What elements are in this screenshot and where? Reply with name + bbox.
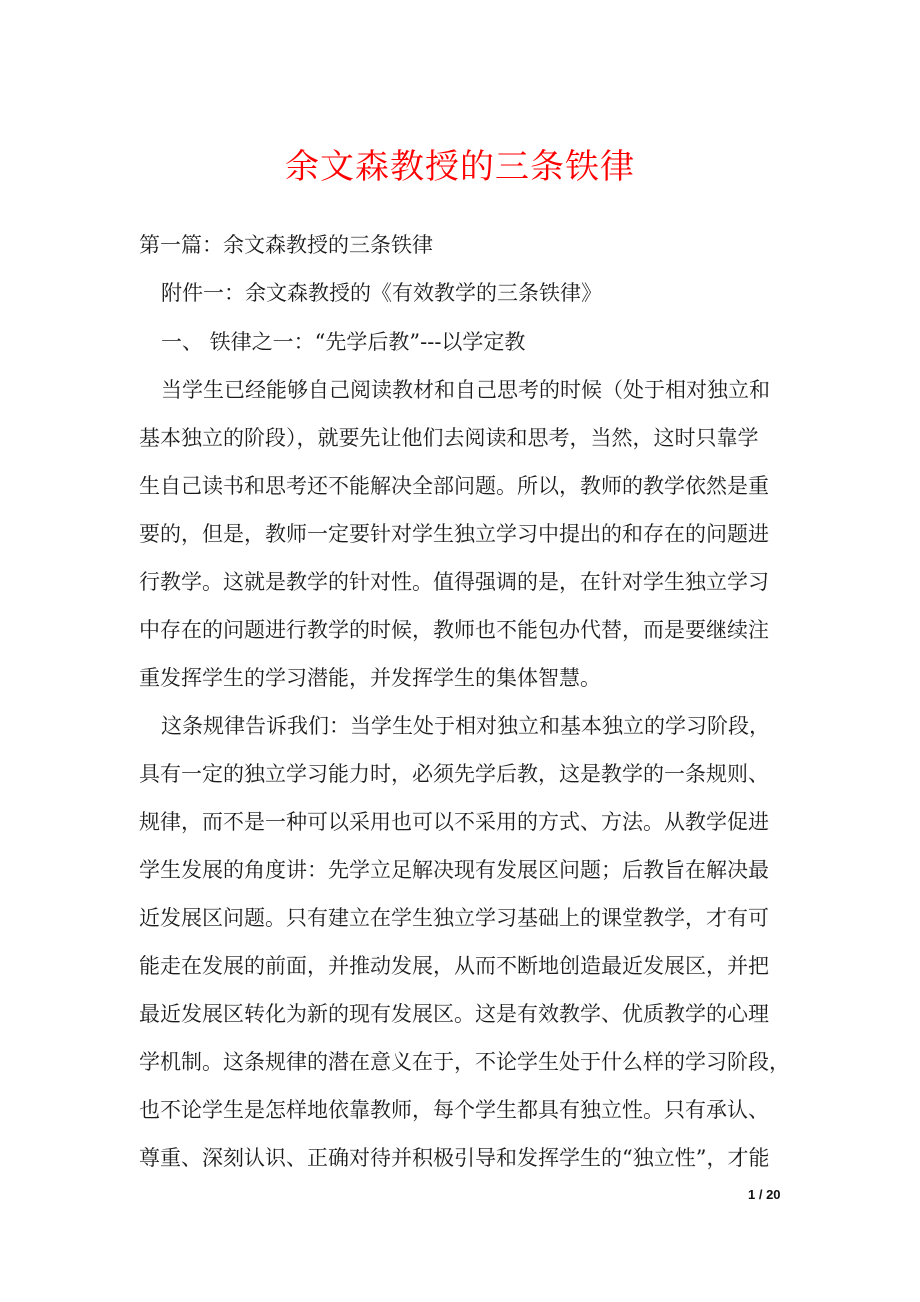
paragraph-line: 具有一定的独立学习能力时，必须先学后教，这是教学的一条规则、 bbox=[139, 762, 769, 786]
attachment-heading: 附件一：余文森教授的《有效教学的三条铁律》 bbox=[161, 281, 602, 305]
paragraph-line: 近发展区问题。只有建立在学生独立学习基础上的课堂教学，才有可 bbox=[139, 906, 769, 930]
paragraph-line: 最近发展区转化为新的现有发展区。这是有效教学、优质教学的心理 bbox=[139, 1002, 769, 1026]
paragraph-line: 规律，而不是一种可以采用也可以不采用的方式、方法。从教学促进 bbox=[139, 810, 769, 834]
paragraph-line: 重发挥学生的学习潜能，并发挥学生的集体智慧。 bbox=[139, 666, 601, 690]
paragraph-line: 学生发展的角度讲：先学立足解决现有发展区问题；后教旨在解决最 bbox=[139, 858, 769, 882]
paragraph-line: 当学生已经能够自己阅读教材和自己思考的时候（处于相对独立和 bbox=[161, 378, 770, 402]
paragraph-line: 生自己读书和思考还不能解决全部问题。所以，教师的教学依然是重 bbox=[139, 474, 769, 498]
paragraph-line: 行教学。这就是教学的针对性。值得强调的是，在针对学生独立学习 bbox=[139, 570, 769, 594]
paragraph-line: 这条规律告诉我们：当学生处于相对独立和基本独立的学习阶段， bbox=[161, 714, 770, 738]
paragraph-line: 中存在的问题进行教学的时候，教师也不能包办代替，而是要继续注 bbox=[139, 618, 769, 642]
paragraph-line: 也不论学生是怎样地依靠教师，每个学生都具有独立性。只有承认、 bbox=[139, 1098, 769, 1122]
rule-heading: 一、 铁律之一：“先学后教”---以学定教 bbox=[161, 330, 526, 354]
section-heading: 第一篇：余文森教授的三条铁律 bbox=[139, 233, 433, 257]
page-number: 1 / 20 bbox=[748, 1187, 781, 1202]
paragraph-line: 能走在发展的前面，并推动发展，从而不断地创造最近发展区，并把 bbox=[139, 954, 769, 978]
paragraph-line: 学机制。这条规律的潜在意义在于，不论学生处于什么样的学习阶段， bbox=[139, 1050, 790, 1074]
paragraph-line: 基本独立的阶段），就要先让他们去阅读和思考，当然，这时只靠学 bbox=[139, 426, 759, 450]
paragraph-line: 尊重、深刻认识、正确对待并积极引导和发挥学生的“独立性”，才能 bbox=[139, 1146, 770, 1170]
document-title: 余文森教授的三条铁律 bbox=[285, 147, 635, 187]
paragraph-line: 要的，但是，教师一定要针对学生独立学习中提出的和存在的问题进 bbox=[139, 522, 769, 546]
